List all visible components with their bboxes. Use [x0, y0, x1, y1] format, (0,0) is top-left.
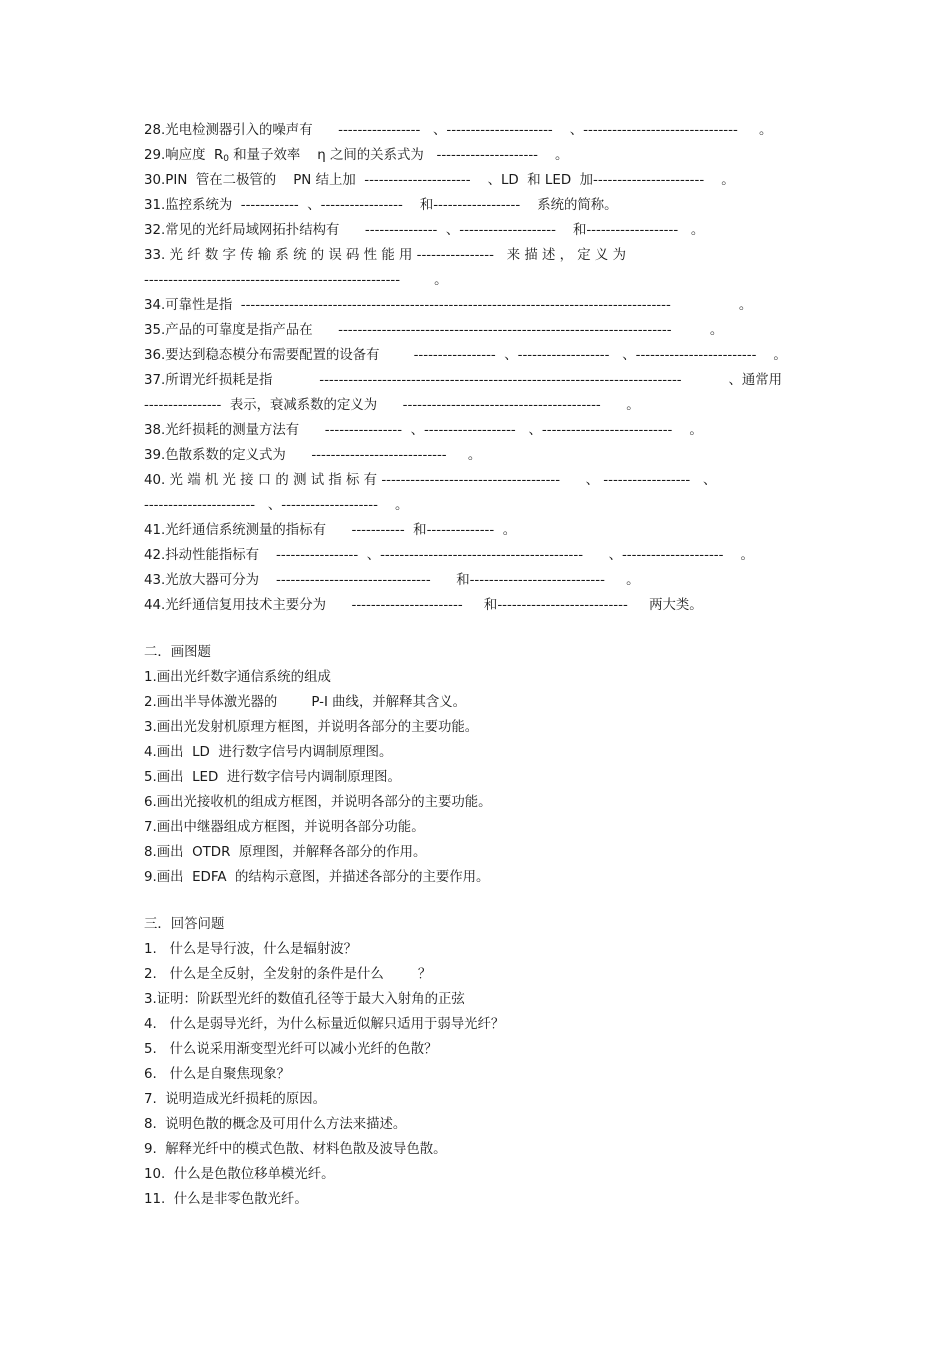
- question-44: 44.光纤通信复用技术主要分为 ----------------------- 和--------------------------- 两大类。: [144, 598, 703, 613]
- answer-item-5: 5. 什么说采用渐变型光纤可以减小光纤的色散？: [144, 1042, 438, 1057]
- question-39: 39.色散系数的定义式为 ---------------------------- 。: [144, 448, 482, 463]
- answer-item-7: 7. 说明造成光纤损耗的原因。: [144, 1092, 326, 1107]
- drawing-item-6: 6.画出光接收机的组成方框图，并说明各部分的主要功能。: [144, 795, 492, 810]
- question-40: 40. 光 端 机 光 接 口 的 测 试 指 标 有 ------------------------------------- 、 ------------------ 、: [144, 473, 717, 488]
- question-42: 42.抖动性能指标有 ----------------- 、------------------------------------------ 、--------------------- 。: [144, 548, 754, 563]
- drawing-item-3: 3.画出光发射机原理方框图，并说明各部分的主要功能。: [144, 720, 479, 735]
- question-33: 33. 光 纤 数 字 传 输 系 统 的 误 码 性 能 用 ---------------- 来 描 述 ， 定 义 为: [144, 248, 626, 263]
- question-37-continued: ---------------- 表示，衰减系数的定义为 ----------------------------------------- 。: [144, 398, 640, 413]
- answer-item-9: 9. 解释光纤中的模式色散、材料色散及波导色散。: [144, 1142, 447, 1157]
- question-35: 35.产品的可靠度是指产品在 --------------------------------------------------------------------- 。: [144, 323, 724, 338]
- question-37: 37.所谓光纤损耗是指 --------------------------------------------------------------------------- 、通常用: [144, 373, 783, 388]
- section-3-heading: 三．回答问题: [144, 917, 225, 932]
- question-40-continued: ----------------------- 、-------------------- 。: [144, 498, 409, 513]
- drawing-item-8: 8.画出 OTDR 原理图，并解释各部分的作用。: [144, 845, 427, 860]
- section-2-heading: 二．画图题: [144, 645, 211, 660]
- question-30: 30.PIN 管在二极管的 PN 结上加 ---------------------- 、LD 和 LED 加----------------------- 。: [144, 173, 735, 188]
- question-31: 31.监控系统为 ------------ 、----------------- 和------------------ 系统的简称。: [144, 198, 618, 213]
- answer-item-6: 6. 什么是自聚焦现象？: [144, 1067, 291, 1082]
- drawing-item-2: 2.画出半导体激光器的 P-I 曲线，并解释其含义。: [144, 695, 467, 710]
- drawing-item-1: 1.画出光纤数字通信系统的组成: [144, 670, 331, 685]
- question-29-prefix: 29.响应度 R: [144, 148, 224, 163]
- answer-item-8: 8. 说明色散的概念及可用什么方法来描述。: [144, 1117, 407, 1132]
- document-page: [144, 118, 808, 1212]
- question-29-suffix: 和量子效率 η 之间的关系式为 --------------------- 。: [229, 148, 569, 163]
- drawing-item-7: 7.画出中继器组成方框图，并说明各部分功能。: [144, 820, 425, 835]
- answer-item-2: 2. 什么是全反射，全发射的条件是什么 ？: [144, 967, 432, 982]
- question-29: [144, 143, 808, 168]
- question-34: 34.可靠性是指 ----------------------------------------------------------------------------------------- 。: [144, 298, 753, 313]
- answer-item-4: 4. 什么是弱导光纤，为什么标量近似解只适用于弱导光纤？: [144, 1017, 505, 1032]
- question-28: 28.光电检测器引入的噪声有 ----------------- 、---------------------- 、-------------------------------- 。: [144, 123, 773, 138]
- answer-item-1: 1. 什么是导行波，什么是辐射波？: [144, 942, 358, 957]
- question-29-subscript: 0: [223, 154, 230, 164]
- question-43: 43.光放大器可分为 -------------------------------- 和---------------------------- 。: [144, 573, 640, 588]
- answer-item-11: 11. 什么是非零色散光纤。: [144, 1192, 308, 1207]
- question-32: 32.常见的光纤局域网拓扑结构有 --------------- 、-------------------- 和------------------- 。: [144, 223, 705, 238]
- question-38: 38.光纤损耗的测量方法有 ---------------- 、------------------- 、--------------------------- 。: [144, 423, 703, 438]
- question-36: 36.要达到稳态模分布需要配置的设备有 ----------------- 、------------------- 、------------------------- 。: [144, 348, 787, 363]
- drawing-item-4: 4.画出 LD 进行数字信号内调制原理图。: [144, 745, 393, 760]
- answer-item-10: 10. 什么是色散位移单模光纤。: [144, 1167, 335, 1182]
- question-33-continued: ----------------------------------------------------- 。: [144, 273, 448, 288]
- answer-item-3: 3.证明：阶跃型光纤的数值孔径等于最大入射角的正弦: [144, 992, 465, 1007]
- question-41: 41.光纤通信系统测量的指标有 ----------- 和-------------- 。: [144, 523, 517, 538]
- drawing-item-9: 9.画出 EDFA 的结构示意图，并描述各部分的主要作用。: [144, 870, 490, 885]
- drawing-item-5: 5.画出 LED 进行数字信号内调制原理图。: [144, 770, 401, 785]
